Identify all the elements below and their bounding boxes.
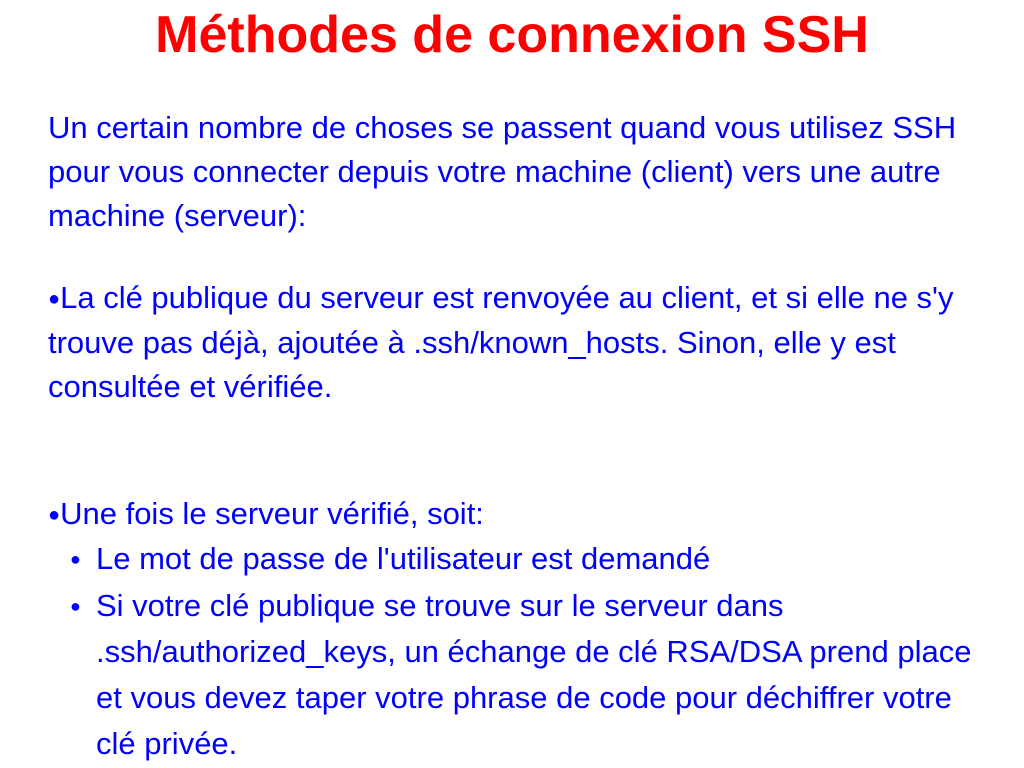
sub-list-2 xyxy=(70,583,1000,767)
sub-list-1 xyxy=(70,536,1000,582)
bullet-icon: ● xyxy=(48,288,61,310)
sub-item-1 xyxy=(70,536,1000,582)
bullet-icon: ● xyxy=(48,504,61,526)
bullet-item-2-text: Une fois le serveur vérifié, soit: xyxy=(60,496,484,531)
bullet-item-1 xyxy=(48,276,998,409)
sub-item-2-text: Si votre clé publique se trouve sur le serveur dans .ssh/authorized_keys, un échange de clé RSA/DSA prend place et vous devez taper votre phrase de code pour déchiffrer votre clé privée. xyxy=(96,588,972,761)
bullet-item-2 xyxy=(48,492,998,537)
slide-title: Méthodes de connexion SSH xyxy=(155,6,869,64)
intro-paragraph: Un certain nombre de choses se passent quand vous utilisez SSH pour vous connecter depuis votre machine (client) vers une autre machine (serveur): xyxy=(48,110,957,233)
sub-item-2 xyxy=(70,583,1000,767)
sub-item-1-text: Le mot de passe de l'utilisateur est demandé xyxy=(96,541,711,576)
sub-bullet-icon: ● xyxy=(70,549,81,569)
bullet-item-1-text: La clé publique du serveur est renvoyée au client, et si elle ne s'y trouve pas déjà, ajoutée à .ssh/known_hosts. Sinon, elle y est consultée et vérifiée. xyxy=(48,280,954,404)
sub-bullet-icon: ● xyxy=(70,596,81,616)
